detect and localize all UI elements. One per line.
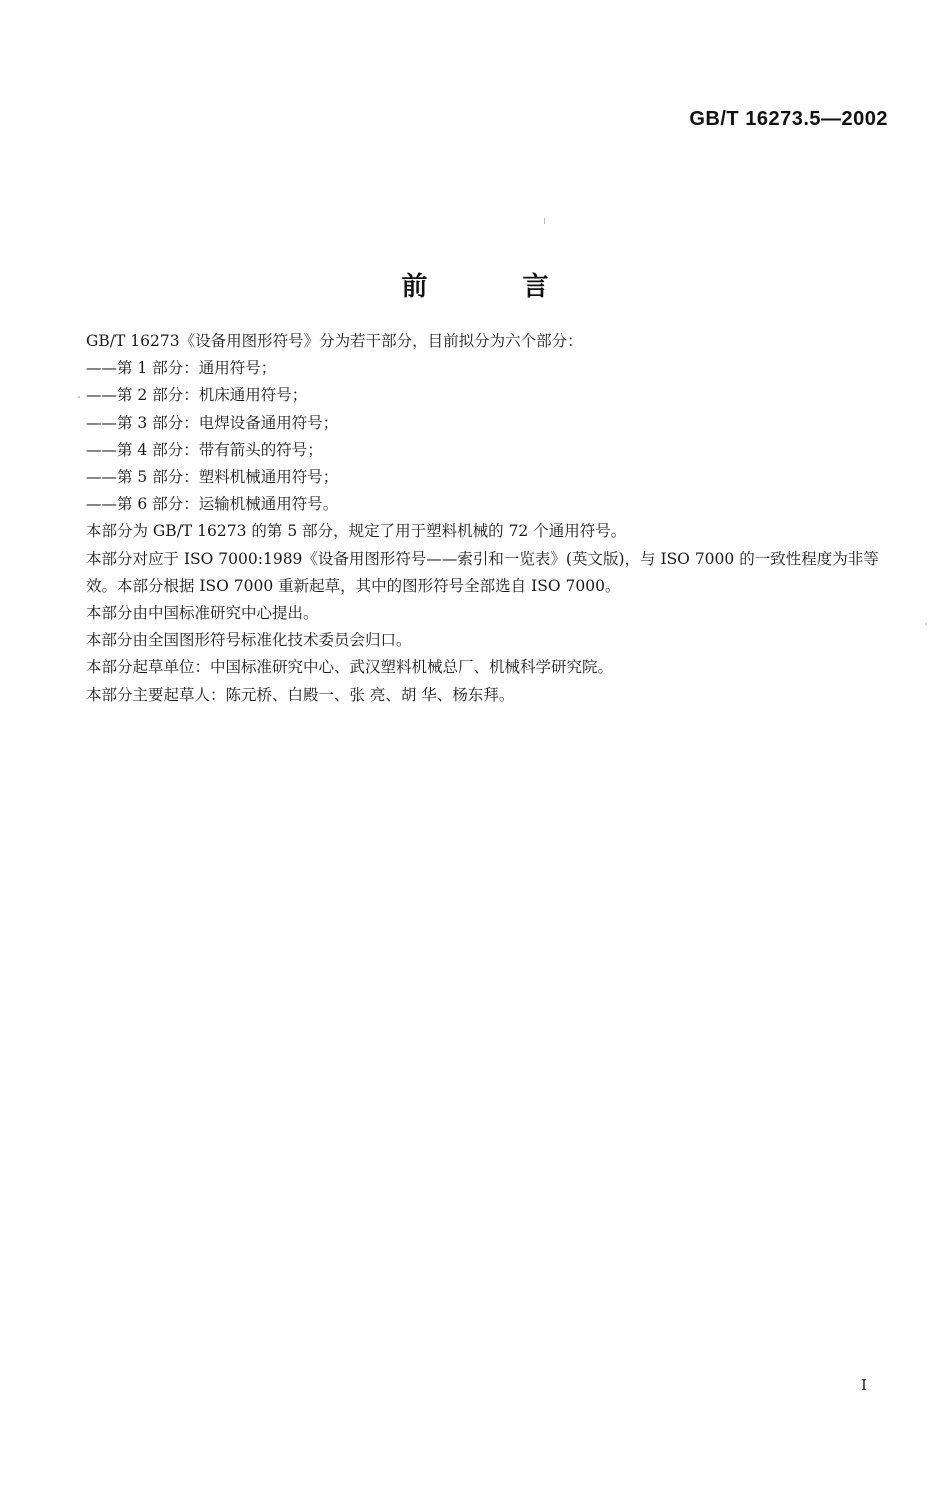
list-item-part-4: ——第 4 部分：带有箭头的符号； — [86, 440, 323, 459]
paragraph-correspondence: 本部分对应于 ISO 7000:1989《设备用图形符号——索引和一览表》(英文版)，与 ISO 7000 的一致性程度为非等效。本部分根据 ISO 7000 重新起草，其中的图形符号全部选自 ISO 7000。 — [86, 549, 879, 595]
page-title: 前言 — [401, 272, 644, 302]
list-item-part-6: ——第 6 部分：运输机械通用符号。 — [86, 495, 339, 514]
list-item-part-3: ——第 3 部分：电焊设备通用符号； — [86, 413, 339, 432]
scan-speck — [78, 396, 80, 398]
paragraph-intro: GB/T 16273《设备用图形符号》分为若干部分，目前拟分为六个部分： — [86, 332, 583, 350]
paragraph-drafting-units: 本部分起草单位：中国标准研究中心、武汉塑料机械总厂、机械科学研究院。 — [86, 658, 614, 677]
scan-speck — [544, 218, 545, 224]
scan-speck — [925, 623, 927, 625]
paragraph-scope: 本部分为 GB/T 16273 的第 5 部分，规定了用于塑料机械的 72 个通用符号。 — [86, 522, 627, 541]
paragraph-drafters: 本部分主要起草人：陈元桥、白殿一、张 亮、胡 华、杨东拜。 — [86, 685, 515, 704]
list-item-part-2: ——第 2 部分：机床通用符号； — [86, 386, 308, 405]
paragraph-under-jurisdiction: 本部分由全国图形符号标准化技术委员会归口。 — [86, 631, 412, 650]
standard-code: GB/T 16273.5—2002 — [689, 108, 888, 130]
foreword-body — [86, 328, 891, 709]
list-item-part-5: ——第 5 部分：塑料机械通用符号； — [86, 468, 339, 487]
list-item-part-1: ——第 1 部分：通用符号； — [86, 359, 277, 378]
page-number: I — [861, 1376, 867, 1394]
paragraph-proposed-by: 本部分由中国标准研究中心提出。 — [86, 604, 319, 623]
